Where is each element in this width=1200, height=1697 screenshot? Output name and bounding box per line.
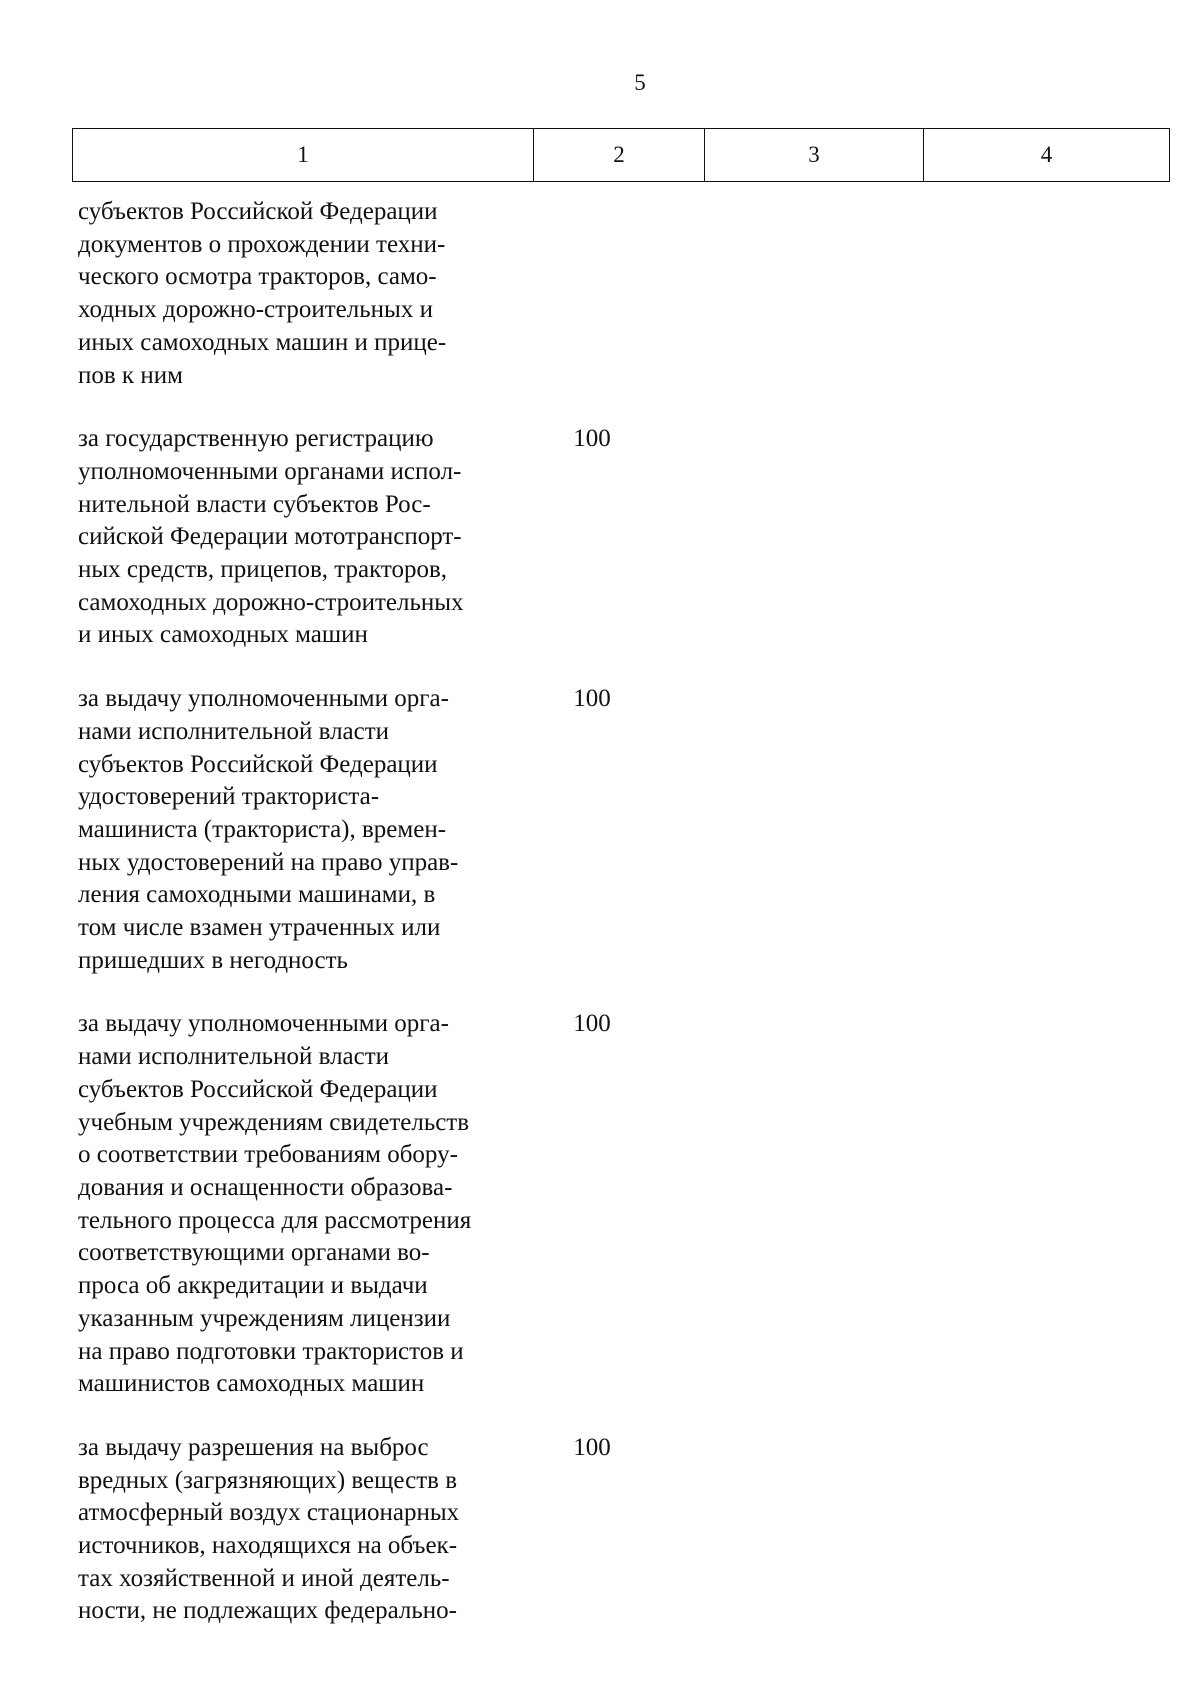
column-header-4: 4: [924, 129, 1170, 182]
column-header-row: [73, 129, 1170, 182]
row-description: за выдачу уполномоченными орга- нами исполнительной власти субъектов Российской Федерации учебным учреждениям свидетельств о соответствии требованиям обору- дования и оснащенности образова- тельного процесса для рассмотрения соответствующими органами во- проса об аккредитации и выдачи указанным учреждениям лицензии на право подготовки трактористов и машинистов самоходных машин: [78, 1010, 472, 1398]
row-description: за выдачу уполномоченными орга- нами исполнительной власти субъектов Российской Федерации удостоверений тракториста- машиниста (тракториста), времен- ных удостоверений на право управ- ления самоходными машинами, в том числе взамен утраченных или пришедших в негодность: [78, 685, 459, 974]
row-description: за выдачу разрешения на выброс вредных (загрязняющих) веществ в атмосферный воздух стационарных источников, находящихся на объек- тах хозяйственной и иной деятель- ности, не подлежащих федерально-: [78, 1433, 460, 1625]
column-header-1: 1: [73, 129, 534, 182]
table-row: [78, 1432, 1178, 1628]
table-row: [78, 423, 1178, 652]
fee-table-body: [78, 196, 1178, 1659]
page-number: 5: [634, 70, 646, 95]
row-description: за государственную регистрацию уполномоченными органами испол- нительной власти субъектов Рос- сийской Федерации мототранспорт- ных средств, прицепов, тракторов, самоходных дорожно-строительных и иных самоходных машин: [78, 425, 464, 649]
row-value: 100: [573, 685, 611, 713]
row-description: субъектов Российской Федерации документов о прохождении техни- ческого осмотра тракторов, само- ходных дорожно-строительных и иных самоходных машин и прице- пов к ним: [78, 198, 447, 389]
table-row: [78, 683, 1178, 977]
row-value: 100: [573, 425, 611, 453]
table-row: [78, 1008, 1178, 1400]
column-header-table: [72, 128, 1170, 182]
row-value: 100: [573, 1010, 611, 1038]
row-value: 100: [573, 1433, 611, 1461]
table-row: [78, 196, 1178, 392]
row-value: [532, 196, 652, 392]
column-header-3: 3: [705, 129, 924, 182]
column-header-2: 2: [534, 129, 705, 182]
